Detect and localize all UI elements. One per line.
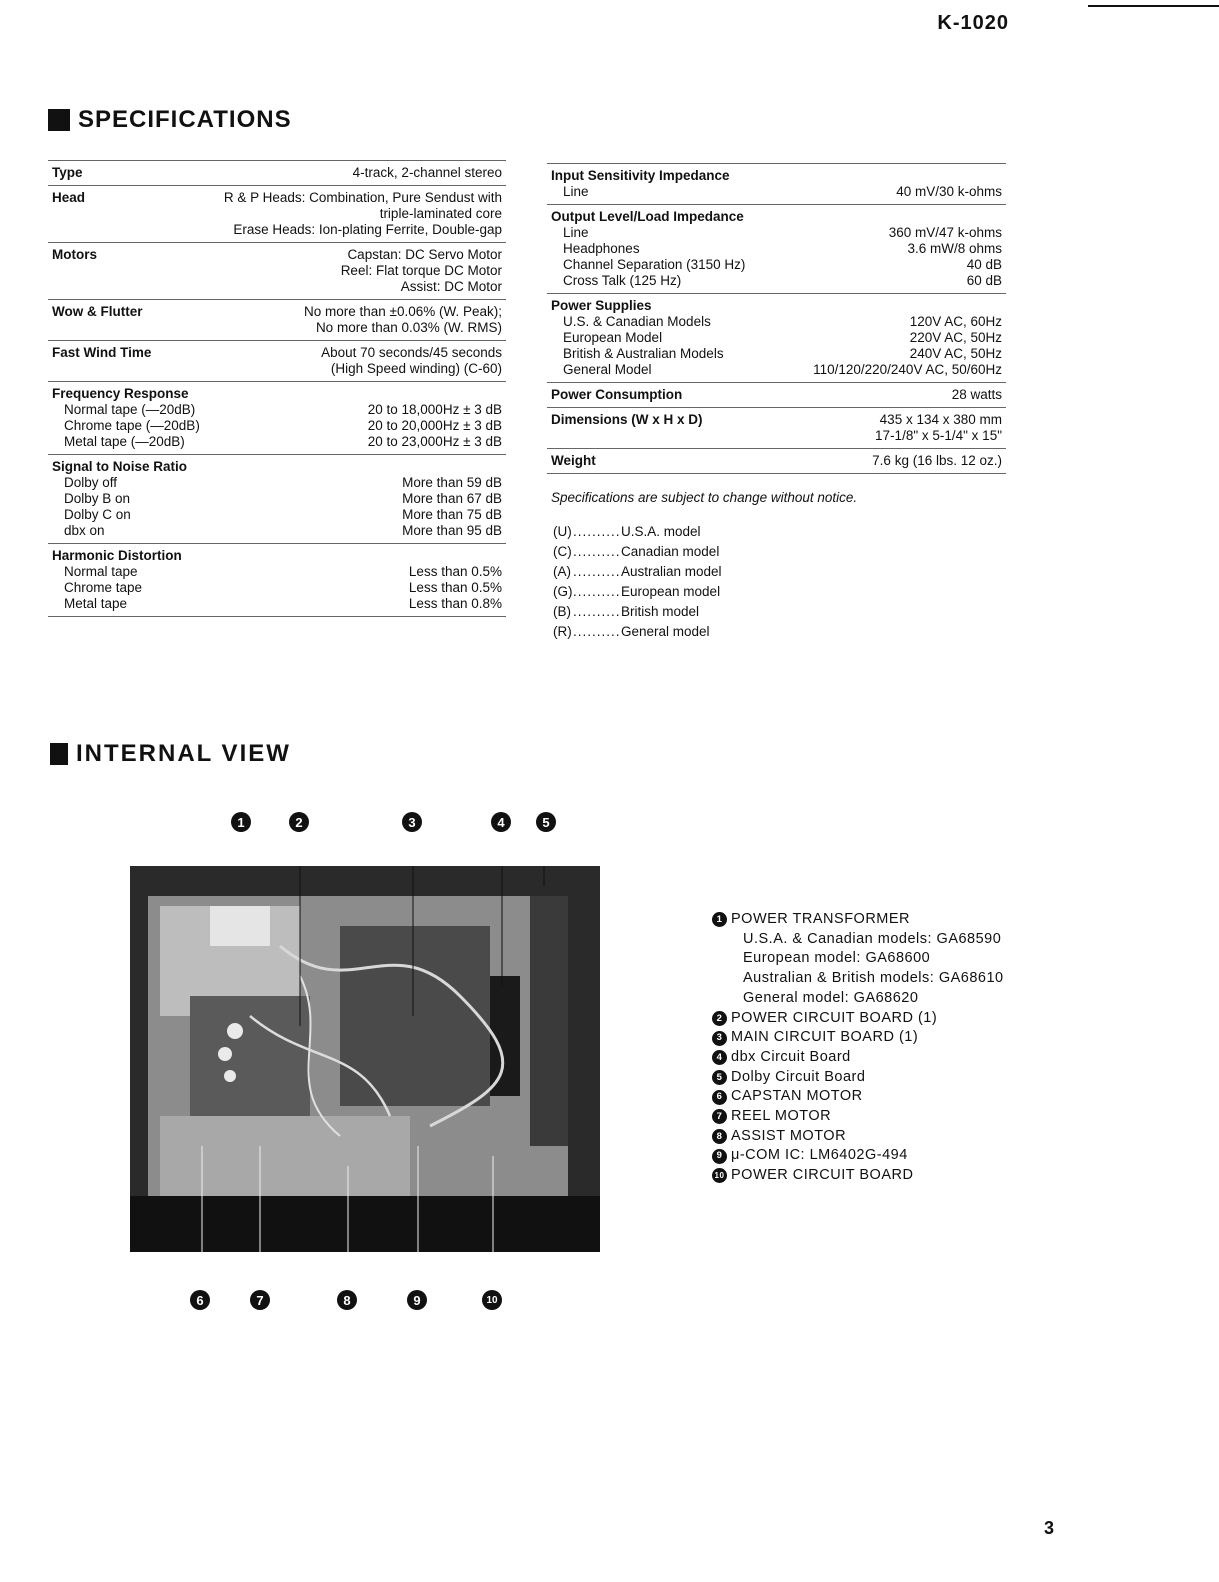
callout-3: 3	[402, 812, 422, 832]
legend-item	[712, 1009, 1004, 1029]
spec-row-grid	[52, 304, 502, 336]
legend-text: CAPSTAN MOTOR	[731, 1088, 863, 1105]
model-code-dots: ..........	[573, 584, 621, 599]
spec-row-grid	[551, 387, 1002, 403]
model-code-name: U.S.A. model	[621, 524, 701, 539]
legend-number-icon: 1	[712, 912, 727, 927]
spec-group	[48, 454, 506, 543]
legend-text: POWER CIRCUIT BOARD (1)	[731, 1009, 938, 1026]
spec-group-label: Harmonic Distortion	[52, 548, 182, 563]
model-code-dots: ..........	[573, 624, 621, 639]
legend-text: ASSIST MOTOR	[731, 1127, 847, 1144]
spec-value-line: Capstan: DC Servo Motor	[347, 247, 502, 262]
specs-note: Specifications are subject to change without notice.	[551, 490, 858, 505]
spec-value-line: No more than 0.03% (W. RMS)	[315, 320, 502, 335]
spec-label: Head	[52, 190, 86, 205]
spec-sub-row	[551, 184, 1002, 200]
spec-sub-row	[52, 491, 502, 507]
specs-left-column	[48, 160, 506, 617]
legend-text: μ-COM IC: LM6402G-494	[731, 1147, 908, 1164]
spec-row-grid	[52, 190, 502, 238]
spec-label: Motors	[52, 247, 97, 262]
spec-sub-label: General Model	[563, 362, 652, 377]
spec-sub-label: Dolby off	[64, 475, 118, 490]
legend-item	[712, 1087, 1004, 1107]
legend-item	[712, 1146, 1004, 1166]
model-code-name: Australian model	[621, 564, 722, 579]
spec-sub-label: Metal tape (—20dB)	[64, 434, 185, 449]
spec-row	[48, 242, 506, 299]
spec-group	[547, 163, 1006, 204]
spec-label: Power Consumption	[551, 387, 683, 402]
spec-sub-row	[52, 523, 502, 539]
legend-text: MAIN CIRCUIT BOARD (1)	[731, 1029, 919, 1046]
spec-value	[321, 345, 502, 377]
legend-item	[712, 1166, 1004, 1186]
legend-number-icon: 5	[712, 1070, 727, 1085]
spec-sub-value: Less than 0.5%	[408, 564, 502, 579]
callout-9: 9	[407, 1290, 427, 1310]
legend-text: Dolby Circuit Board	[731, 1068, 866, 1085]
legend-sub-text: Australian & British models: GA68610	[743, 970, 1004, 987]
spec-row-grid	[551, 453, 1002, 469]
specifications-title: SPECIFICATIONS	[78, 106, 292, 133]
spec-sub-label: dbx on	[64, 523, 105, 538]
spec-value-line: (High Speed winding) (C-60)	[330, 361, 502, 376]
spec-value	[353, 165, 502, 181]
spec-sub-row	[551, 314, 1002, 330]
model-code-row	[553, 542, 722, 562]
model-code-row	[553, 622, 722, 642]
legend-number-icon: 6	[712, 1090, 727, 1105]
internal-view-title: INTERNAL VIEW	[76, 740, 291, 767]
heading-square-icon	[50, 743, 68, 765]
legend-text: POWER TRANSFORMER	[731, 911, 911, 927]
spec-row-grid	[52, 247, 502, 295]
spec-row-grid	[52, 165, 502, 181]
legend-text: dbx Circuit Board	[731, 1048, 851, 1065]
spec-sub-row	[52, 402, 502, 418]
model-code: (A)	[553, 564, 571, 579]
callout-7: 7	[250, 1290, 270, 1310]
internal-view-photo	[130, 866, 600, 1252]
legend-number-icon: 3	[712, 1031, 727, 1046]
legend-sub-text: General model: GA68620	[743, 989, 919, 1006]
spec-sub-label: Dolby C on	[64, 507, 131, 522]
spec-label: Weight	[551, 453, 596, 468]
spec-sub-label: Headphones	[563, 241, 640, 256]
model-code-row	[553, 562, 722, 582]
model-code-row	[553, 602, 722, 622]
spec-sub-row	[52, 418, 502, 434]
spec-sub-label: Metal tape	[64, 596, 128, 611]
spec-sub-value: 20 to 20,000Hz ± 3 dB	[367, 418, 502, 433]
legend-text: REEL MOTOR	[731, 1108, 832, 1125]
callout-6: 6	[190, 1290, 210, 1310]
heading-square-icon	[48, 109, 70, 131]
page-number: 3	[1044, 1518, 1055, 1538]
spec-group-label: Frequency Response	[52, 386, 189, 401]
specifications-heading	[48, 106, 292, 134]
spec-sub-label: Line	[563, 225, 589, 240]
spec-row	[48, 340, 506, 381]
legend-number-icon: 8	[712, 1129, 727, 1144]
spec-sub-label: Line	[563, 184, 589, 199]
spec-value-line: No more than ±0.06% (W. Peak);	[304, 304, 502, 319]
spec-sub-row	[52, 507, 502, 523]
model-code: (U)	[553, 524, 572, 539]
spec-row	[547, 382, 1006, 407]
spec-value-line: 435 x 134 x 380 mm	[879, 412, 1002, 427]
model-codes-list	[553, 522, 722, 642]
internal-view-heading	[50, 740, 291, 768]
legend-item	[712, 1028, 1004, 1048]
spec-row-grid	[52, 345, 502, 377]
spec-sub-value: 240V AC, 50Hz	[909, 346, 1002, 361]
spec-sub-label: European Model	[563, 330, 663, 345]
spec-sub-label: Dolby B on	[64, 491, 131, 506]
legend-text: POWER CIRCUIT BOARD	[731, 1167, 914, 1184]
spec-sub-row	[52, 580, 502, 596]
spec-group-label: Output Level/Load Impedance	[551, 209, 744, 224]
spec-sub-value: 40 mV/30 k-ohms	[896, 184, 1002, 199]
model-code-name: European model	[621, 584, 721, 599]
spec-sub-value: Less than 0.8%	[408, 596, 502, 611]
legend-item	[712, 1068, 1004, 1088]
spec-row	[547, 448, 1006, 474]
spec-row	[48, 160, 506, 185]
spec-label: Fast Wind Time	[52, 345, 152, 360]
spec-sub-row	[52, 475, 502, 491]
legend-number-icon: 7	[712, 1109, 727, 1124]
spec-sub-row	[52, 564, 502, 580]
legend-item	[712, 1127, 1004, 1147]
spec-sub-row	[551, 273, 1002, 289]
callout-2: 2	[289, 812, 309, 832]
spec-value-line: 4-track, 2-channel stereo	[352, 165, 502, 180]
spec-sub-row	[52, 434, 502, 450]
spec-group	[48, 381, 506, 454]
spec-sub-label: Chrome tape (—20dB)	[64, 418, 200, 433]
spec-sub-label: U.S. & Canadian Models	[563, 314, 711, 329]
spec-value-line: Erase Heads: Ion-plating Ferrite, Double-gap	[233, 222, 502, 237]
spec-value-line: R & P Heads: Combination, Pure Sendust with	[223, 190, 502, 205]
spec-value-line: About 70 seconds/45 seconds	[321, 345, 502, 360]
model-code-name: General model	[621, 624, 710, 639]
spec-sub-row	[551, 362, 1002, 378]
model-code-dots: ..........	[573, 524, 621, 539]
spec-row	[48, 185, 506, 242]
spec-sub-value: 120V AC, 60Hz	[909, 314, 1002, 329]
spec-group	[48, 543, 506, 617]
spec-group-label: Input Sensitivity Impedance	[551, 168, 730, 183]
spec-row	[547, 407, 1006, 448]
legend-sub-text: U.S.A. & Canadian models: GA68590	[743, 930, 1002, 947]
spec-value-line: Reel: Flat torque DC Motor	[340, 263, 502, 278]
top-rule	[1088, 5, 1219, 7]
spec-value	[875, 412, 1002, 444]
spec-label: Dimensions (W x H x D)	[551, 412, 703, 427]
spec-value	[341, 247, 502, 295]
callout-1: 1	[231, 812, 251, 832]
spec-sub-label: Cross Talk (125 Hz)	[563, 273, 682, 288]
spec-sub-value: More than 59 dB	[402, 475, 502, 490]
spec-group-label: Signal to Noise Ratio	[52, 459, 188, 474]
spec-sub-label: Normal tape (—20dB)	[64, 402, 196, 417]
spec-value	[304, 304, 502, 336]
internal-view-legend	[712, 910, 1004, 1186]
spec-sub-value: 40 dB	[966, 257, 1002, 272]
spec-value	[872, 453, 1002, 469]
spec-value-line: triple-laminated core	[379, 206, 502, 221]
spec-sub-value: 360 mV/47 k-ohms	[888, 225, 1002, 240]
spec-value	[952, 387, 1002, 403]
spec-group-label: Power Supplies	[551, 298, 652, 313]
spec-value-line: 17-1/8" x 5-1/4" x 15"	[875, 428, 1002, 443]
spec-value	[224, 190, 502, 238]
model-code-row	[553, 582, 722, 602]
callout-4: 4	[491, 812, 511, 832]
legend-sub-text: European model: GA68600	[743, 950, 931, 967]
spec-group	[547, 293, 1006, 382]
spec-sub-row	[52, 596, 502, 612]
spec-sub-value: More than 75 dB	[402, 507, 502, 522]
legend-item	[712, 910, 1004, 930]
spec-sub-label: Channel Separation (3150 Hz)	[563, 257, 746, 272]
spec-sub-value: More than 67 dB	[402, 491, 502, 506]
spec-sub-value: 20 to 23,000Hz ± 3 dB	[367, 434, 502, 449]
callout-5: 5	[536, 812, 556, 832]
spec-sub-value: 60 dB	[966, 273, 1002, 288]
spec-sub-row	[551, 241, 1002, 257]
callout-8: 8	[337, 1290, 357, 1310]
legend-number-icon: 2	[712, 1011, 727, 1026]
model-code-dots: ..........	[573, 604, 621, 619]
model-code-row	[553, 522, 722, 542]
model-number: K-1020	[937, 12, 1009, 34]
legend-item	[712, 1048, 1004, 1068]
spec-value-line: 7.6 kg (16 lbs. 12 oz.)	[872, 453, 1002, 468]
spec-sub-value: Less than 0.5%	[408, 580, 502, 595]
spec-sub-value: 3.6 mW/8 ohms	[907, 241, 1002, 256]
spec-sub-label: British & Australian Models	[563, 346, 724, 361]
spec-label: Wow & Flutter	[52, 304, 143, 319]
spec-group	[547, 204, 1006, 293]
spec-sub-row	[551, 346, 1002, 362]
callout-10: 10	[482, 1290, 502, 1310]
model-code: (R)	[553, 624, 572, 639]
spec-value-line: 28 watts	[951, 387, 1002, 402]
specs-right-column	[547, 163, 1006, 474]
spec-sub-row	[551, 225, 1002, 241]
spec-sub-value: 110/120/220/240V AC, 50/60Hz	[813, 362, 1002, 377]
spec-label: Type	[52, 165, 83, 180]
legend-number-icon: 10	[712, 1168, 727, 1183]
model-code-name: Canadian model	[621, 544, 720, 559]
legend-item	[712, 1107, 1004, 1127]
model-code: (G)	[553, 584, 573, 599]
legend-number-icon: 4	[712, 1050, 727, 1065]
spec-sub-value: 20 to 18,000Hz ± 3 dB	[367, 402, 502, 417]
spec-sub-row	[551, 257, 1002, 273]
spec-sub-label: Chrome tape	[64, 580, 143, 595]
model-code-dots: ..........	[573, 544, 621, 559]
spec-sub-label: Normal tape	[64, 564, 138, 579]
spec-row-grid	[551, 412, 1002, 444]
model-code-dots: ..........	[573, 564, 621, 579]
spec-sub-value: More than 95 dB	[402, 523, 502, 538]
spec-sub-value: 220V AC, 50Hz	[909, 330, 1002, 345]
spec-row	[48, 299, 506, 340]
legend-number-icon: 9	[712, 1149, 727, 1164]
model-code: (B)	[553, 604, 571, 619]
spec-value-line: Assist: DC Motor	[400, 279, 502, 294]
spec-sub-row	[551, 330, 1002, 346]
model-code: (C)	[553, 544, 572, 559]
model-code-name: British model	[621, 604, 700, 619]
